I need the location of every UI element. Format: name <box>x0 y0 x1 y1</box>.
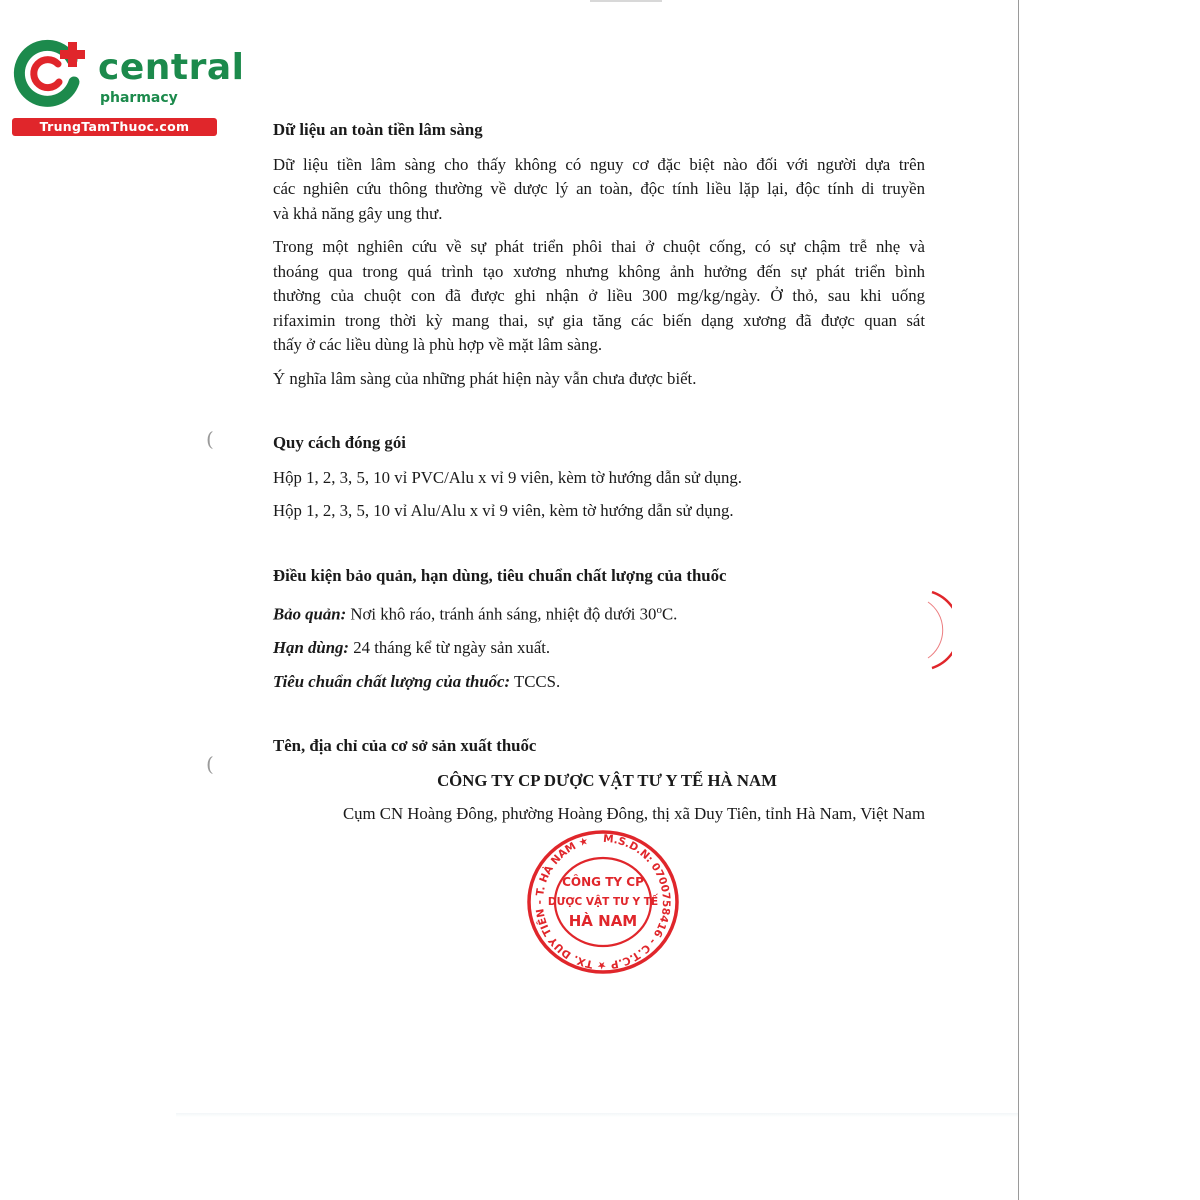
preclinical-para2-line: Trong một nghiên cứu về sự phát triển phôi thai ở chuột cống, có sự chậm trễ nhẹ và <box>273 237 925 256</box>
packaging-heading: Quy cách đóng gói <box>273 433 406 452</box>
page-edge-line <box>1018 0 1019 1200</box>
quality-label: Tiêu chuẩn chất lượng của thuốc: <box>273 671 511 691</box>
scan-top-mark <box>590 0 662 2</box>
margin-mark: ( <box>206 427 214 451</box>
expiry <box>273 636 925 661</box>
degree-sup: o <box>656 604 662 616</box>
document-content <box>273 118 925 827</box>
margin-mark: ( <box>206 752 214 776</box>
storage-heading: Điều kiện bảo quản, hạn dùng, tiêu chuẩn chất lượng của thuốc <box>273 565 727 585</box>
preclinical-para1-line: các nghiên cứu thông thường về dược lý an toàn, độc tính liều lặp lại, độc tính di truyền <box>273 179 925 198</box>
manufacturer-company-name: CÔNG TY CP DƯỢC VẬT TƯ Y TẾ HÀ NAM <box>437 770 777 790</box>
quality-standard <box>273 670 925 695</box>
stamp-ring-text: M.S.D.N: 0700758416 - C.T.C.P ★ TX. DUY TIÊN - T. HÀ NAM ★ <box>533 832 673 972</box>
logo-brand-name: central <box>98 47 245 88</box>
central-pharmacy-logo <box>10 38 245 138</box>
pharmacy-cross-logo-icon <box>10 38 92 110</box>
preclinical-para2-line: rifaximin trong thời kỳ mang thai, sự gia tăng các biến dạng xương đã được quan sát <box>273 310 925 330</box>
preclinical-para1-line: Dữ liệu tiền lâm sàng cho thấy không có nguy cơ đặc biệt nào đối với người dựa trên <box>273 154 925 174</box>
company-seal-stamp <box>526 828 680 976</box>
logo-site-url: TrungTamThuoc.com <box>12 118 217 136</box>
preclinical-heading: Dữ liệu an toàn tiền lâm sàng <box>273 120 483 139</box>
stamp-line1: CÔNG TY CP <box>562 875 644 889</box>
storage-unit: C. <box>661 604 678 624</box>
expiry-value: 24 tháng kể từ ngày sản xuất. <box>349 638 551 658</box>
quality-value: TCCS. <box>510 671 561 691</box>
packaging-line: Hộp 1, 2, 3, 5, 10 vỉ PVC/Alu x vỉ 9 viên, kèm tờ hướng dẫn sử dụng. <box>273 467 742 487</box>
manufacturer-address: Cụm CN Hoàng Đông, phường Hoàng Đông, thị xã Duy Tiên, tỉnh Hà Nam, Việt Nam <box>342 804 925 824</box>
packaging-line: Hộp 1, 2, 3, 5, 10 vỉ Alu/Alu x vỉ 9 viên, kèm tờ hướng dẫn sử dụng. <box>273 501 734 520</box>
preclinical-para3: Ý nghĩa lâm sàng của những phát hiện này vẫn chưa được biết. <box>273 368 697 388</box>
storage-value: Nơi khô ráo, tránh ánh sáng, nhiệt độ dưới 30 <box>346 604 657 624</box>
manufacturer-heading: Tên, địa chỉ của cơ sở sản xuất thuốc <box>273 736 537 756</box>
storage-label: Bảo quản: <box>273 604 347 624</box>
expiry-label: Hạn dùng: <box>273 638 350 658</box>
preclinical-para1-line: và khả năng gây ung thư. <box>273 203 443 223</box>
preclinical-para2-line: thoáng qua trong quá trình tạo xương nhưng không ảnh hưởng đến sự phát triển bình <box>273 261 925 281</box>
logo-subtitle: pharmacy <box>100 90 178 106</box>
storage-conditions <box>273 598 925 627</box>
scan-shadow <box>176 1113 1018 1117</box>
preclinical-para2-line: thấy ở các liều dùng là phù hợp về mặt lâm sàng. <box>273 335 603 354</box>
preclinical-para2-line: thường của chuột con đã được ghi nhận ở liều 300 mg/kg/ngày. Ở thỏ, sau khi uống <box>273 286 925 305</box>
stamp-line2: DƯỢC VẬT TƯ Y TẾ <box>547 896 659 908</box>
partial-stamp-arc <box>920 588 952 672</box>
stamp-line3: HÀ NAM <box>568 912 638 930</box>
